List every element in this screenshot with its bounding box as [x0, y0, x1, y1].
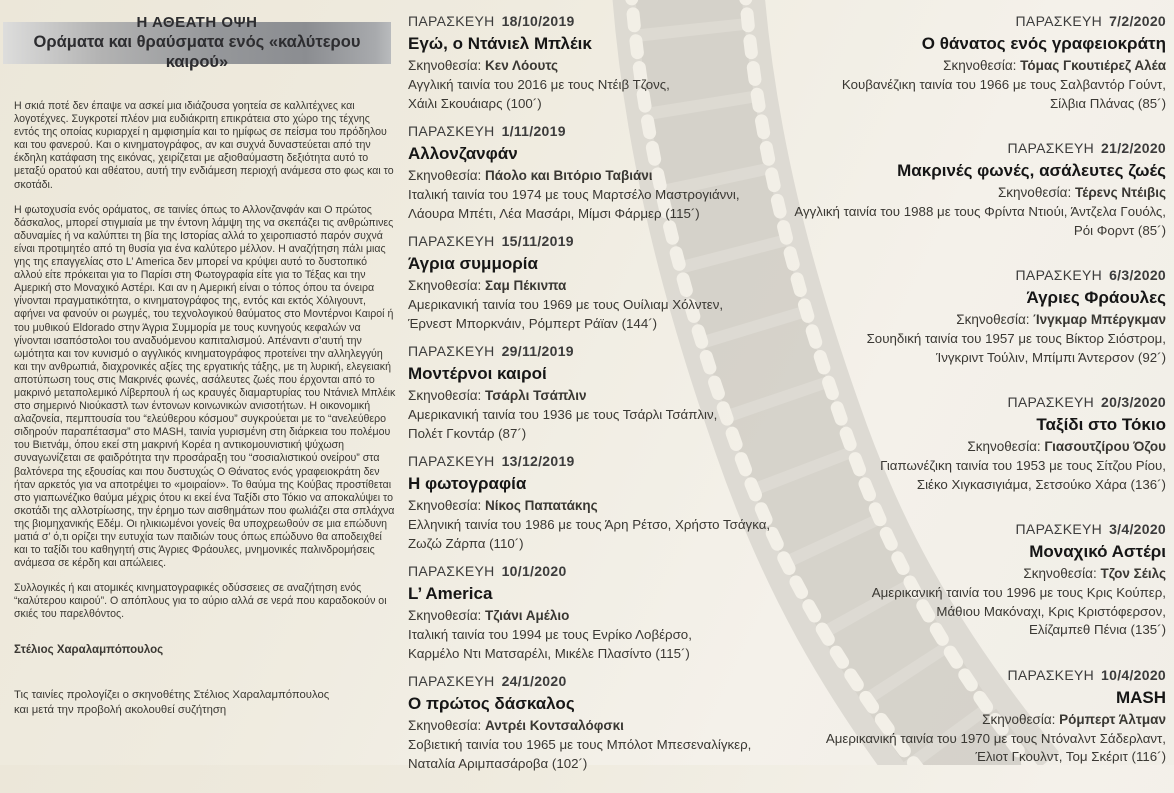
screening-date	[408, 452, 776, 470]
screening-date	[736, 666, 1166, 684]
screening-film-title: Άγριες Φράουλες	[1026, 288, 1166, 307]
screening-details: Κουβανέζικη ταινία του 1966 με τους Σαλβαντόρ Γούντ, Σίλβια Πλάνας (85´)	[841, 77, 1166, 111]
director-label: Σκηνοθεσία:	[408, 608, 482, 623]
screening-day-label: ΠΑΡΑΣΚΕΥΗ	[408, 13, 495, 29]
screening-day-label: ΠΑΡΑΣΚΕΥΗ	[1007, 394, 1095, 410]
director-name: Γιασουτζίρου Όζου	[1044, 439, 1166, 454]
screening-film-title: Άγρια συμμορία	[408, 254, 538, 273]
screening-date	[736, 139, 1166, 157]
screening-date-value: 13/12/2019	[501, 453, 575, 469]
screening-day-label: ΠΑΡΑΣΚΕΥΗ	[408, 343, 495, 359]
screening-details: Ελληνική ταινία του 1986 με τους Άρη Ρέτσο, Χρήστο Τσάγκα, Ζωζώ Ζάρπα (110´)	[408, 517, 771, 551]
screening-date	[736, 12, 1166, 30]
screening-entry	[408, 122, 776, 223]
screening-footnote: Τις ταινίες προλογίζει ο σκηνοθέτης Στέλιος Χαραλαμπόπουλος και μετά την προβολή ακολουθεί συζήτηση	[14, 688, 330, 717]
director-name: Τσάρλι Τσάπλιν	[485, 388, 587, 403]
screening-director	[736, 57, 1166, 74]
screenings-column-right	[736, 12, 1166, 793]
director-name: Σαμ Πέκινπα	[485, 278, 567, 293]
screening-date-value: 29/11/2019	[501, 343, 574, 359]
screening-date-value: 18/10/2019	[501, 13, 575, 29]
screening-date	[408, 232, 776, 250]
director-label: Σκηνοθεσία:	[408, 278, 482, 293]
screening-director	[408, 277, 776, 294]
screening-day-label: ΠΑΡΑΣΚΕΥΗ	[408, 673, 495, 689]
director-label: Σκηνοθεσία:	[408, 388, 482, 403]
screening-day-label: ΠΑΡΑΣΚΕΥΗ	[408, 563, 495, 579]
screening-date	[736, 520, 1166, 538]
screening-director	[408, 717, 776, 734]
screening-date	[736, 393, 1166, 411]
page-title: Η ΑΘΕΑΤΗ ΟΨΗ	[136, 14, 258, 31]
screening-date-value: 15/11/2019	[501, 233, 574, 249]
screening-details: Σουηδική ταινία του 1957 με τους Βίκτορ Σιόστρομ, Ίνγκριντ Τούλιν, Μπίμπι Άντερσον (92´)	[866, 331, 1166, 365]
screening-director	[408, 387, 776, 404]
screening-director	[408, 57, 776, 74]
screening-entry	[736, 12, 1166, 113]
screening-details: Γιαπωνέζικη ταινία του 1953 με τους Σίτζου Ρίου, Σιέκο Χιγκασιγιάμα, Σετσούκο Χάρα (136´)	[880, 458, 1166, 492]
screening-day-label: ΠΑΡΑΣΚΕΥΗ	[408, 233, 495, 249]
screening-day-label: ΠΑΡΑΣΚΕΥΗ	[1007, 666, 1095, 683]
director-name: Τζον Σέιλς	[1100, 566, 1166, 581]
screening-date-value: 24/1/2020	[501, 673, 567, 689]
screening-date-value: 6/3/2020	[1109, 267, 1166, 283]
screening-day-label: ΠΑΡΑΣΚΕΥΗ	[1007, 140, 1095, 156]
director-name: Τόμας Γκουτιέρεζ Αλέα	[1020, 58, 1166, 73]
screening-day-label: ΠΑΡΑΣΚΕΥΗ	[408, 453, 495, 469]
screening-entry	[408, 342, 776, 443]
screening-details: Αμερικανική ταινία του 1969 με τους Ουίλιαμ Χόλντεν, Έρνεστ Μπορκνάιν, Ρόμπερτ Ράϊαν (144´)	[408, 297, 724, 331]
screening-details: Αμερικανική ταινία του 1970 με τους Ντόναλντ Σάδερλαντ, Έλιοτ Γκουλντ, Τομ Σκέριτ (116´)	[825, 730, 1166, 764]
screening-entry	[408, 232, 776, 333]
director-label: Σκηνοθεσία:	[408, 58, 482, 73]
screening-date	[408, 342, 776, 360]
screening-details: Σοβιετική ταινία του 1965 με τους Μπόλοτ Μπεσεναλίγκερ, Ναταλία Αριμπασάροβα (102´)	[408, 737, 752, 771]
screening-film-title: Ταξίδι στο Τόκιο	[1036, 415, 1166, 434]
screening-entry	[408, 452, 776, 553]
screening-day-label: ΠΑΡΑΣΚΕΥΗ	[1015, 521, 1103, 537]
screening-entry	[736, 266, 1166, 367]
screening-film-title: Εγώ, ο Ντάνιελ Μπλέικ	[408, 34, 592, 53]
director-label: Σκηνοθεσία:	[982, 711, 1056, 727]
screening-entry	[736, 139, 1166, 240]
screening-director	[736, 711, 1166, 728]
screening-entry	[736, 520, 1166, 640]
screening-date-value: 21/2/2020	[1101, 140, 1166, 156]
screening-film-title: Η φωτογραφία	[408, 474, 527, 493]
screening-details: Αγγλική ταινία του 1988 με τους Φρίντα Ντιούι, Άντζελα Γουόλς, Ρόι Φορντ (85´)	[794, 204, 1166, 238]
director-name: Ρόμπερτ Άλτμαν	[1059, 711, 1166, 727]
director-name: Τζιάνι Αμέλιο	[485, 608, 570, 623]
director-label: Σκηνοθεσία:	[943, 58, 1017, 73]
director-name: Αντρέι Κοντσαλόφσκι	[485, 718, 624, 733]
director-name: Ίνγκμαρ Μπέργκμαν	[1033, 312, 1166, 327]
director-name: Κεν Λόουτς	[485, 58, 558, 73]
screening-director	[408, 607, 776, 624]
intro-column	[14, 100, 396, 719]
screening-date	[408, 12, 776, 30]
director-name: Τέρενς Ντέιβις	[1075, 185, 1166, 200]
author-name: Στέλιος Χαραλαμπόπουλος	[14, 643, 164, 656]
screening-film-title: Μοναχικό Αστέρι	[1029, 542, 1166, 561]
screening-details: Αγγλική ταινία του 2016 με τους Ντέιβ Τζονς, Χάιλι Σκουάιαρς (100´)	[408, 77, 670, 111]
screening-date-value: 1/11/2019	[501, 123, 566, 139]
director-label: Σκηνοθεσία:	[408, 718, 482, 733]
screening-film-title: Μακρινές φωνές, ασάλευτες ζωές	[897, 161, 1166, 180]
screening-director	[408, 167, 776, 184]
screening-director	[736, 184, 1166, 201]
director-label: Σκηνοθεσία:	[967, 439, 1041, 454]
header-banner	[3, 14, 391, 71]
screening-date-value: 20/3/2020	[1101, 394, 1166, 410]
screening-film-title: Ο θάνατος ενός γραφειοκράτη	[921, 34, 1166, 53]
director-name: Νίκος Παπατάκης	[485, 498, 598, 513]
director-label: Σκηνοθεσία:	[997, 185, 1072, 200]
director-label: Σκηνοθεσία:	[408, 168, 482, 183]
screening-date	[408, 122, 776, 140]
screening-director	[408, 497, 776, 514]
screening-date	[408, 562, 776, 580]
screening-film-title: MASH	[1115, 687, 1166, 707]
screening-director	[736, 311, 1166, 328]
screening-details: Ιταλική ταινία του 1994 με τους Ενρίκο Λοβέρσο, Καρμέλο Ντι Ματσαρέλι, Μικέλε Πλασίντο (115´)	[408, 627, 692, 661]
screening-details: Ιταλική ταινία του 1974 με τους Μαρτσέλο Μαστρογιάννι, Λάουρα Μπέτι, Λέα Μασάρι, Μίμσι Φάρμερ (115´)	[408, 187, 740, 221]
screening-date	[736, 266, 1166, 284]
screenings-column-left	[408, 12, 776, 782]
director-name: Πάολο και Βιτόριο Ταβιάνι	[485, 168, 653, 183]
screening-details: Αμερικανική ταινία του 1936 με τους Τσάρλι Τσάπλιν, Πολέτ Γκοντάρ (87´)	[408, 407, 718, 441]
screening-date-value: 10/4/2020	[1101, 666, 1166, 683]
screening-details: Αμερικανική ταινία του 1996 με τους Κρις Κούπερ, Μάθιου Μακόναχι, Κρις Κριστόφερσον, Ελίζαμπεθ Πένια (135´)	[871, 585, 1166, 637]
screening-entry	[736, 666, 1166, 767]
director-label: Σκηνοθεσία:	[956, 312, 1030, 327]
screening-day-label: ΠΑΡΑΣΚΕΥΗ	[1015, 13, 1103, 29]
screening-entry	[736, 393, 1166, 494]
screening-date-value: 10/1/2020	[501, 563, 567, 579]
screening-entry	[408, 562, 776, 663]
intro-paragraph-1: Η σκιά ποτέ δεν έπαψε να ασκεί μια ιδιάζουσα γοητεία σε καλλιτέχνες και λογοτέχνες. Συγκροτεί πλέον μια ευδιάκριτη επικράτεια στο χώρο της τέχνης εντός της οποίας κυριαρχεί η αμφισημία και το ημίφως σε πείσμα του πρόδηλου και του φανερού. Και ο κινηματογράφος, αν και συχνά δυναστεύεται από την έκδηλη κατάφαση της εικόνας, χειρίζεται με αξιοθαύμαστη δεξιότητα αυτό το μεταξύ ορατού και αθέατου, αυτή την ενδιάμεση περιοχή ανάμεσα στο φως και το σκοτάδι.	[14, 100, 394, 191]
screening-film-title: Αλλονζανφάν	[408, 144, 518, 163]
screening-date-value: 3/4/2020	[1109, 521, 1166, 537]
screening-entry	[408, 672, 776, 773]
screening-date	[408, 672, 776, 690]
screening-director	[736, 438, 1166, 455]
screening-director	[736, 565, 1166, 582]
intro-paragraph-2: Η φωτοχυσία ενός οράματος, σε ταινίες όπως το Αλλονζανφάν και Ο πρώτος δάσκαλος, μπορεί στιγμιαία με την έντονη λάμψη της να σκεπάζει τις ανθρώπινες αδυναμίες ή να καλύπτει τη βία της Ιστορίας αλλά το χειροπιαστό παρόν συχνά είναι προτιμητέο από τη θυσία για ένα καλύτερο μέλλον. Η αναζήτηση πάλι μιας γης της επαγγελίας στο L’ America δεν μπορεί να κρύψει αυτό το δυστοπικό αλλού είτε πρόκειται για το Παρίσι στη Φωτογραφία είτε για το Τέξας και την Αμερική στο Μοναχικό Αστέρι. Και αν η Αμερική είναι ο τόπος όπου τα όνειρα γίνονται πραγματικότητα, ο κινηματογράφος της, εντός και εκτός Χόλιγουντ, αφήνει να φανούν οι ρωγμές, του τεχνολογικού θαύματος στο Μοντέρνοι Καιροί ή του μυθικού Eldorado στην Άγρια Συμμορία με τους κυνηγούς κεφαλών να γίνονται ισαπόστολοι του αναδυόμενου καπιταλισμού. Απέναντι σ’αυτή την ωμότητα και τον κυνισμό ο αγγλικός κινηματογράφος προτείνει την αλληλεγγύη και την ανθρωπιά, διαχρονικές αξίες της εργατικής τάξης, με τη λυρική, ελεγειακή αποτύπωση τους στις Μακρινές φωνές, ασάλευτες ζωές που έρχονται από το μακρινό μεταπολεμικό Λίβερπουλ ή ως κραυγές διαμαρτυρίας του Ντάνιελ Μπλέικ στο σημερινό Νιούκαστλ των έντονων κοινωνικών ανισοτήτων. Η οικονομική αλαζονεία, πεμπτουσία του “ελεύθερου κόσμου” συγκρούεται με το “ανελεύθερο σιδηρούν παραπέτασμα” στο MASH, ταινία γυρισμένη στη διάρκεια του πολέμου του Βιετνάμ, όπου εκεί στη μακρινή Κορέα η αντικομουνιστική ψύχωση συναγωνίζεται σε φαιδρότητα την προσάραξη του “σοσιαλιστικού ονείρου” στα βαλτόνερα της εξουσίας και που δυστυχώς Ο Θάνατος ενός γραφειοκράτη δεν ήταν αρκετός για να αποτρέψει το «μοιραίον». Το θαύμα της Κούβας προστίθεται στο γιαπωνέζικο θαύμα μέχρις ότου κι εκεί ένα Ταξίδι στο Τόκιο να αποκαλύψει το σκοτάδι της αλλοτρίωσης, την έρημο των αισθημάτων που φωλιάζει στα σπλάχνα της βιομηχανικής Εδέμ. Οι ηλικιωμένοι γονείς θα υποχρεωθούν σε μια επώδυνη ματιά σ’ ό,τι ορίζει την ευτυχία των παιδιών τους όπως επώδυνο θα αποδειχθεί και το ταξίδι του καθηγητή στις Άγριες Φράουλες, μνημονικές παλινδρομήσεις ανάμεσα σε κέρδη και απώλειες.	[14, 203, 396, 570]
screening-day-label: ΠΑΡΑΣΚΕΥΗ	[1015, 267, 1103, 283]
screening-date-value: 7/2/2020	[1109, 13, 1166, 29]
intro-paragraph-3: Συλλογικές ή και ατομικές κινηματογραφικές οδύσσειες σε αναζήτηση ενός “καλύτερου καιρού”. Ο απόπλους για το αύριο αλλά σε νερά που καραδοκούν οι σκιές του παρελθόντος.	[14, 582, 387, 621]
screening-entry	[408, 12, 776, 113]
screening-day-label: ΠΑΡΑΣΚΕΥΗ	[408, 123, 495, 139]
screening-film-title: L’ America	[408, 584, 493, 603]
director-label: Σκηνοθεσία:	[408, 498, 482, 513]
director-label: Σκηνοθεσία:	[1023, 566, 1097, 581]
screening-film-title: Μοντέρνοι καιροί	[408, 364, 547, 383]
page-subtitle: Οράματα και θραύσματα ενός «καλύτερου καιρού»	[33, 33, 361, 71]
screening-film-title: Ο πρώτος δάσκαλος	[408, 694, 575, 713]
